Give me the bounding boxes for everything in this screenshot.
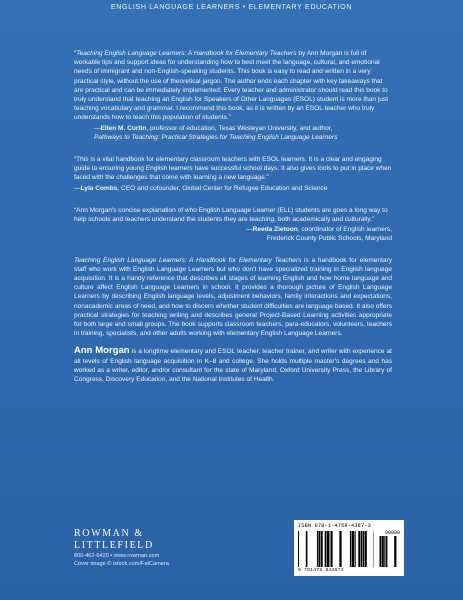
- barcode-bar: [350, 531, 352, 567]
- barcode-bar: [355, 531, 356, 567]
- attribution-2-dash: —: [74, 184, 81, 192]
- attribution-2-name: Lyla Combs: [80, 184, 118, 192]
- barcode-bar: [317, 531, 318, 567]
- barcode-bar: [318, 531, 320, 567]
- author-bio-text: is a longtime elementary and ESOL teacher, teacher trainer, and writer with experience at all levels of English language acquisition in K–8 and college. She holds multiple master’s degrees and has worked as a writer, editor, and/or consultant for the state of Maryland, Oxford University Press, the Library of Congress, Discovery Education, and the National Institutes of Health.: [74, 348, 392, 384]
- endorsement-attribution-1: [94, 124, 392, 142]
- endorsement-quote-2: “This is a vital handbook for elementary classroom teachers with ESOL learners. It is a clear and engaging guide to ensuring young English learners have successful school days. It also gives tools to put in place when faced with the challenges that come with learning a new language.”: [74, 156, 392, 182]
- publisher-contact: 800-462-6420 • www.rowman.com: [74, 553, 160, 559]
- barcode-bar: [298, 531, 299, 567]
- endorsement-quote-3: “Ann Morgan’s concise explanation of who English Language Learner (ELL) students are goes a long way to help schools and teachers understand the students they are teaching, both academically and culturally.”: [74, 206, 388, 224]
- isbn-barcode: [294, 520, 404, 576]
- barcode-bar: [330, 531, 331, 567]
- attribution-1-dash: —: [94, 124, 101, 132]
- quote-1-open-mark: “: [74, 50, 77, 57]
- attribution-3-role: , coordinator of English learners,: [297, 226, 392, 234]
- description-book-title: Teaching English Language Learners: A Handbook for Elementary Teachers: [74, 256, 302, 264]
- publisher-block: [74, 528, 169, 568]
- quote-1-book-title: Teaching English Language Learners: A Handbook for Elementary Teachers: [76, 50, 297, 57]
- price-code: 90000: [384, 530, 400, 536]
- publisher-logo-line-2: LITTLEFIELD: [74, 540, 154, 551]
- barcode-bar: [380, 536, 382, 567]
- barcode-bar: [321, 531, 323, 567]
- ean-barcode-bars: [298, 531, 374, 567]
- barcode-bar: [352, 531, 354, 567]
- endorsement-attribution-2: [74, 184, 392, 193]
- barcode-bar: [339, 531, 341, 567]
- book-description: [74, 256, 392, 339]
- attribution-1-work: Pathways to Teaching: Practical Strategies for Teaching English Language Learners: [94, 133, 338, 141]
- author-bio: [74, 346, 392, 384]
- barcode-bar: [365, 531, 367, 567]
- description-text: is a handbook for elementary staff who work with English Language Learners but who don’t have specialized training in English language acquisition. It is a handy reference that describes all stages of learning English and how home language and culture affect English Language Learners in school. It provides a thorough picture of English Language Learners by describing English language levels, adjustment behaviors, family interactions and expectations, nonacademic areas of need, and how to discern whether student difficulties are language based. It also offers practical strategies for teaching writing and describes general Project-Based Learning activities appropriate for both large and small groups. The book supports classroom teachers, para-educators, volunteers, teachers in training, specialists, and other adults working with elementary English Language Learners.: [74, 256, 392, 338]
- author-name: Ann Morgan: [74, 345, 130, 357]
- barcode-bar: [358, 531, 360, 567]
- barcode-bar: [384, 536, 385, 567]
- endorsement-quote-1: [74, 49, 392, 123]
- series-header: ENGLISH LANGUAGE LEARNERS • ELEMENTARY EDUCATION: [110, 2, 353, 11]
- cover-content: [74, 49, 392, 384]
- barcode-bar: [361, 531, 362, 567]
- attribution-2-role: , CEO and cofounder, Global Center for Refugee Education and Science: [117, 184, 328, 192]
- barcode-bar: [331, 531, 333, 567]
- barcode-bar: [325, 531, 327, 567]
- attribution-3-dash: —: [246, 226, 253, 234]
- attribution-3-name: Reeda Zietoon: [252, 226, 298, 234]
- quote-1-text: by Ann Morgan is full of workable tips and support ideas for understanding how to best meet the language, cultural, and emotional needs of immigrant and non-English-speaking students. This book is easy to read and written in a very practical style, without the use of theoretical jargon. The author ends each chapter with key takeaways that are practical and can be immediately implemented. Every teacher and administrator should read this book to truly understand that teaching an English for Speakers of Other Languages (ESOL) student is more than just teaching vocabulary and grammar. I recommend this book, as it is written by an ESOL teacher who truly understands how to teach this population of students.”: [74, 50, 389, 122]
- publisher-logo-line-1: ROWMAN &: [74, 528, 144, 539]
- attribution-3-org: Frederick County Public Schools, Maryland: [266, 235, 392, 243]
- barcode-bar: [327, 531, 329, 567]
- cover-credit: Cover image © istock.com/FatCamera: [74, 561, 169, 567]
- endorsement-attribution-3: [74, 225, 392, 243]
- addon-barcode-bars: [378, 536, 400, 567]
- attribution-1-role: , professor of education, Texas Wesleyan University, and author,: [146, 124, 333, 132]
- barcode-bar: [382, 536, 384, 567]
- barcode-bar: [363, 531, 365, 567]
- barcode-bar: [386, 536, 388, 567]
- isbn-text: ISBN 978-1-4758-4387-3: [298, 523, 371, 529]
- barcode-bar: [394, 536, 396, 567]
- barcode-digits: 9 781475 843873: [298, 568, 344, 573]
- attribution-1-name: Ellen M. Curtin: [100, 124, 147, 132]
- barcode-bar: [306, 531, 308, 567]
